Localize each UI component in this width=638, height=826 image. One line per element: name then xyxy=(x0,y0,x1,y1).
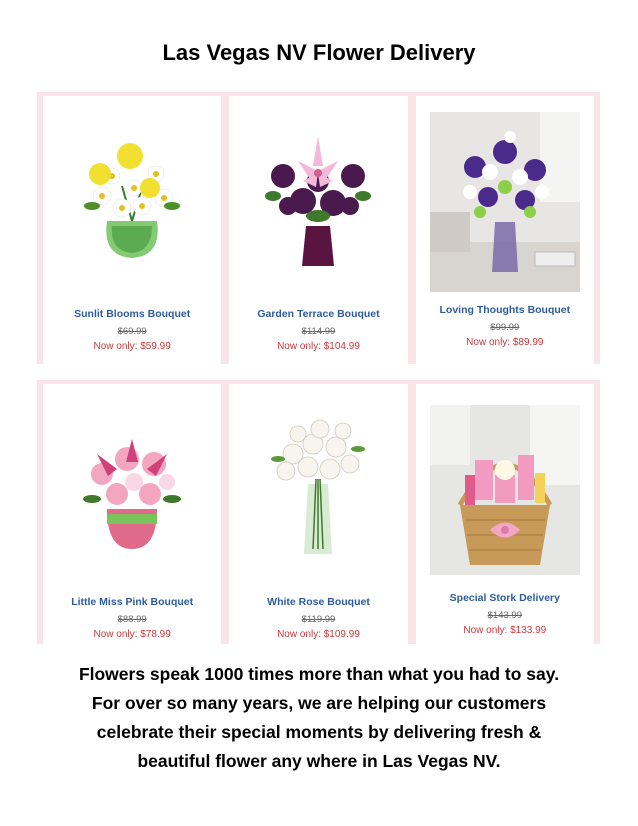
product-card-white-rose[interactable] xyxy=(229,384,407,644)
purple-white-vase-photo-icon[interactable] xyxy=(430,112,580,292)
page-title: Las Vegas NV Flower Delivery xyxy=(162,40,476,65)
white-rose-vase-icon[interactable] xyxy=(229,384,407,584)
product-name[interactable]: White Rose Bouquet xyxy=(267,596,370,608)
product-card-sunlit-blooms[interactable] xyxy=(43,96,221,364)
old-price: $69.99 xyxy=(117,326,147,337)
product-card-garden-terrace[interactable] xyxy=(229,96,407,364)
description-line: celebrate their special moments by delivering fresh & xyxy=(96,722,542,742)
old-price: $99.99 xyxy=(490,322,520,333)
new-price: Now only: $78.99 xyxy=(93,629,171,640)
baby-gift-basket-photo-icon[interactable] xyxy=(430,400,580,580)
old-price: $114.99 xyxy=(301,326,336,337)
product-name[interactable]: Loving Thoughts Bouquet xyxy=(439,304,571,316)
new-price: Now only: $59.99 xyxy=(93,341,171,352)
new-price: Now only: $89.99 xyxy=(466,337,544,348)
product-grid-row-2 xyxy=(37,380,600,644)
product-card-loving-thoughts[interactable] xyxy=(416,96,594,364)
pink-lily-pot-icon[interactable] xyxy=(43,384,221,584)
description-line: Flowers speak 1000 times more than what you had to say. xyxy=(78,664,560,684)
purple-lily-bouquet-icon[interactable] xyxy=(229,96,407,296)
new-price: Now only: $133.99 xyxy=(463,625,547,636)
description-line: beautiful flower any where in Las Vegas NV. xyxy=(137,751,501,771)
old-price: $88.99 xyxy=(117,614,147,625)
description-line: For over so many years, we are helping our customers xyxy=(91,693,547,713)
product-name[interactable]: Garden Terrace Bouquet xyxy=(257,308,380,320)
product-grid-row-1 xyxy=(37,92,600,364)
new-price: Now only: $109.99 xyxy=(277,629,360,640)
old-price: $119.99 xyxy=(301,614,336,625)
product-name[interactable]: Little Miss Pink Bouquet xyxy=(71,596,194,608)
product-name[interactable]: Sunlit Blooms Bouquet xyxy=(74,308,191,320)
product-card-little-miss-pink[interactable] xyxy=(43,384,221,644)
description xyxy=(20,660,618,776)
product-name[interactable]: Special Stork Delivery xyxy=(449,592,560,604)
product-card-special-stork[interactable] xyxy=(416,384,594,644)
old-price: $143.99 xyxy=(487,610,522,621)
new-price: Now only: $104.99 xyxy=(277,341,360,352)
yellow-white-bouquet-icon[interactable] xyxy=(43,96,221,296)
